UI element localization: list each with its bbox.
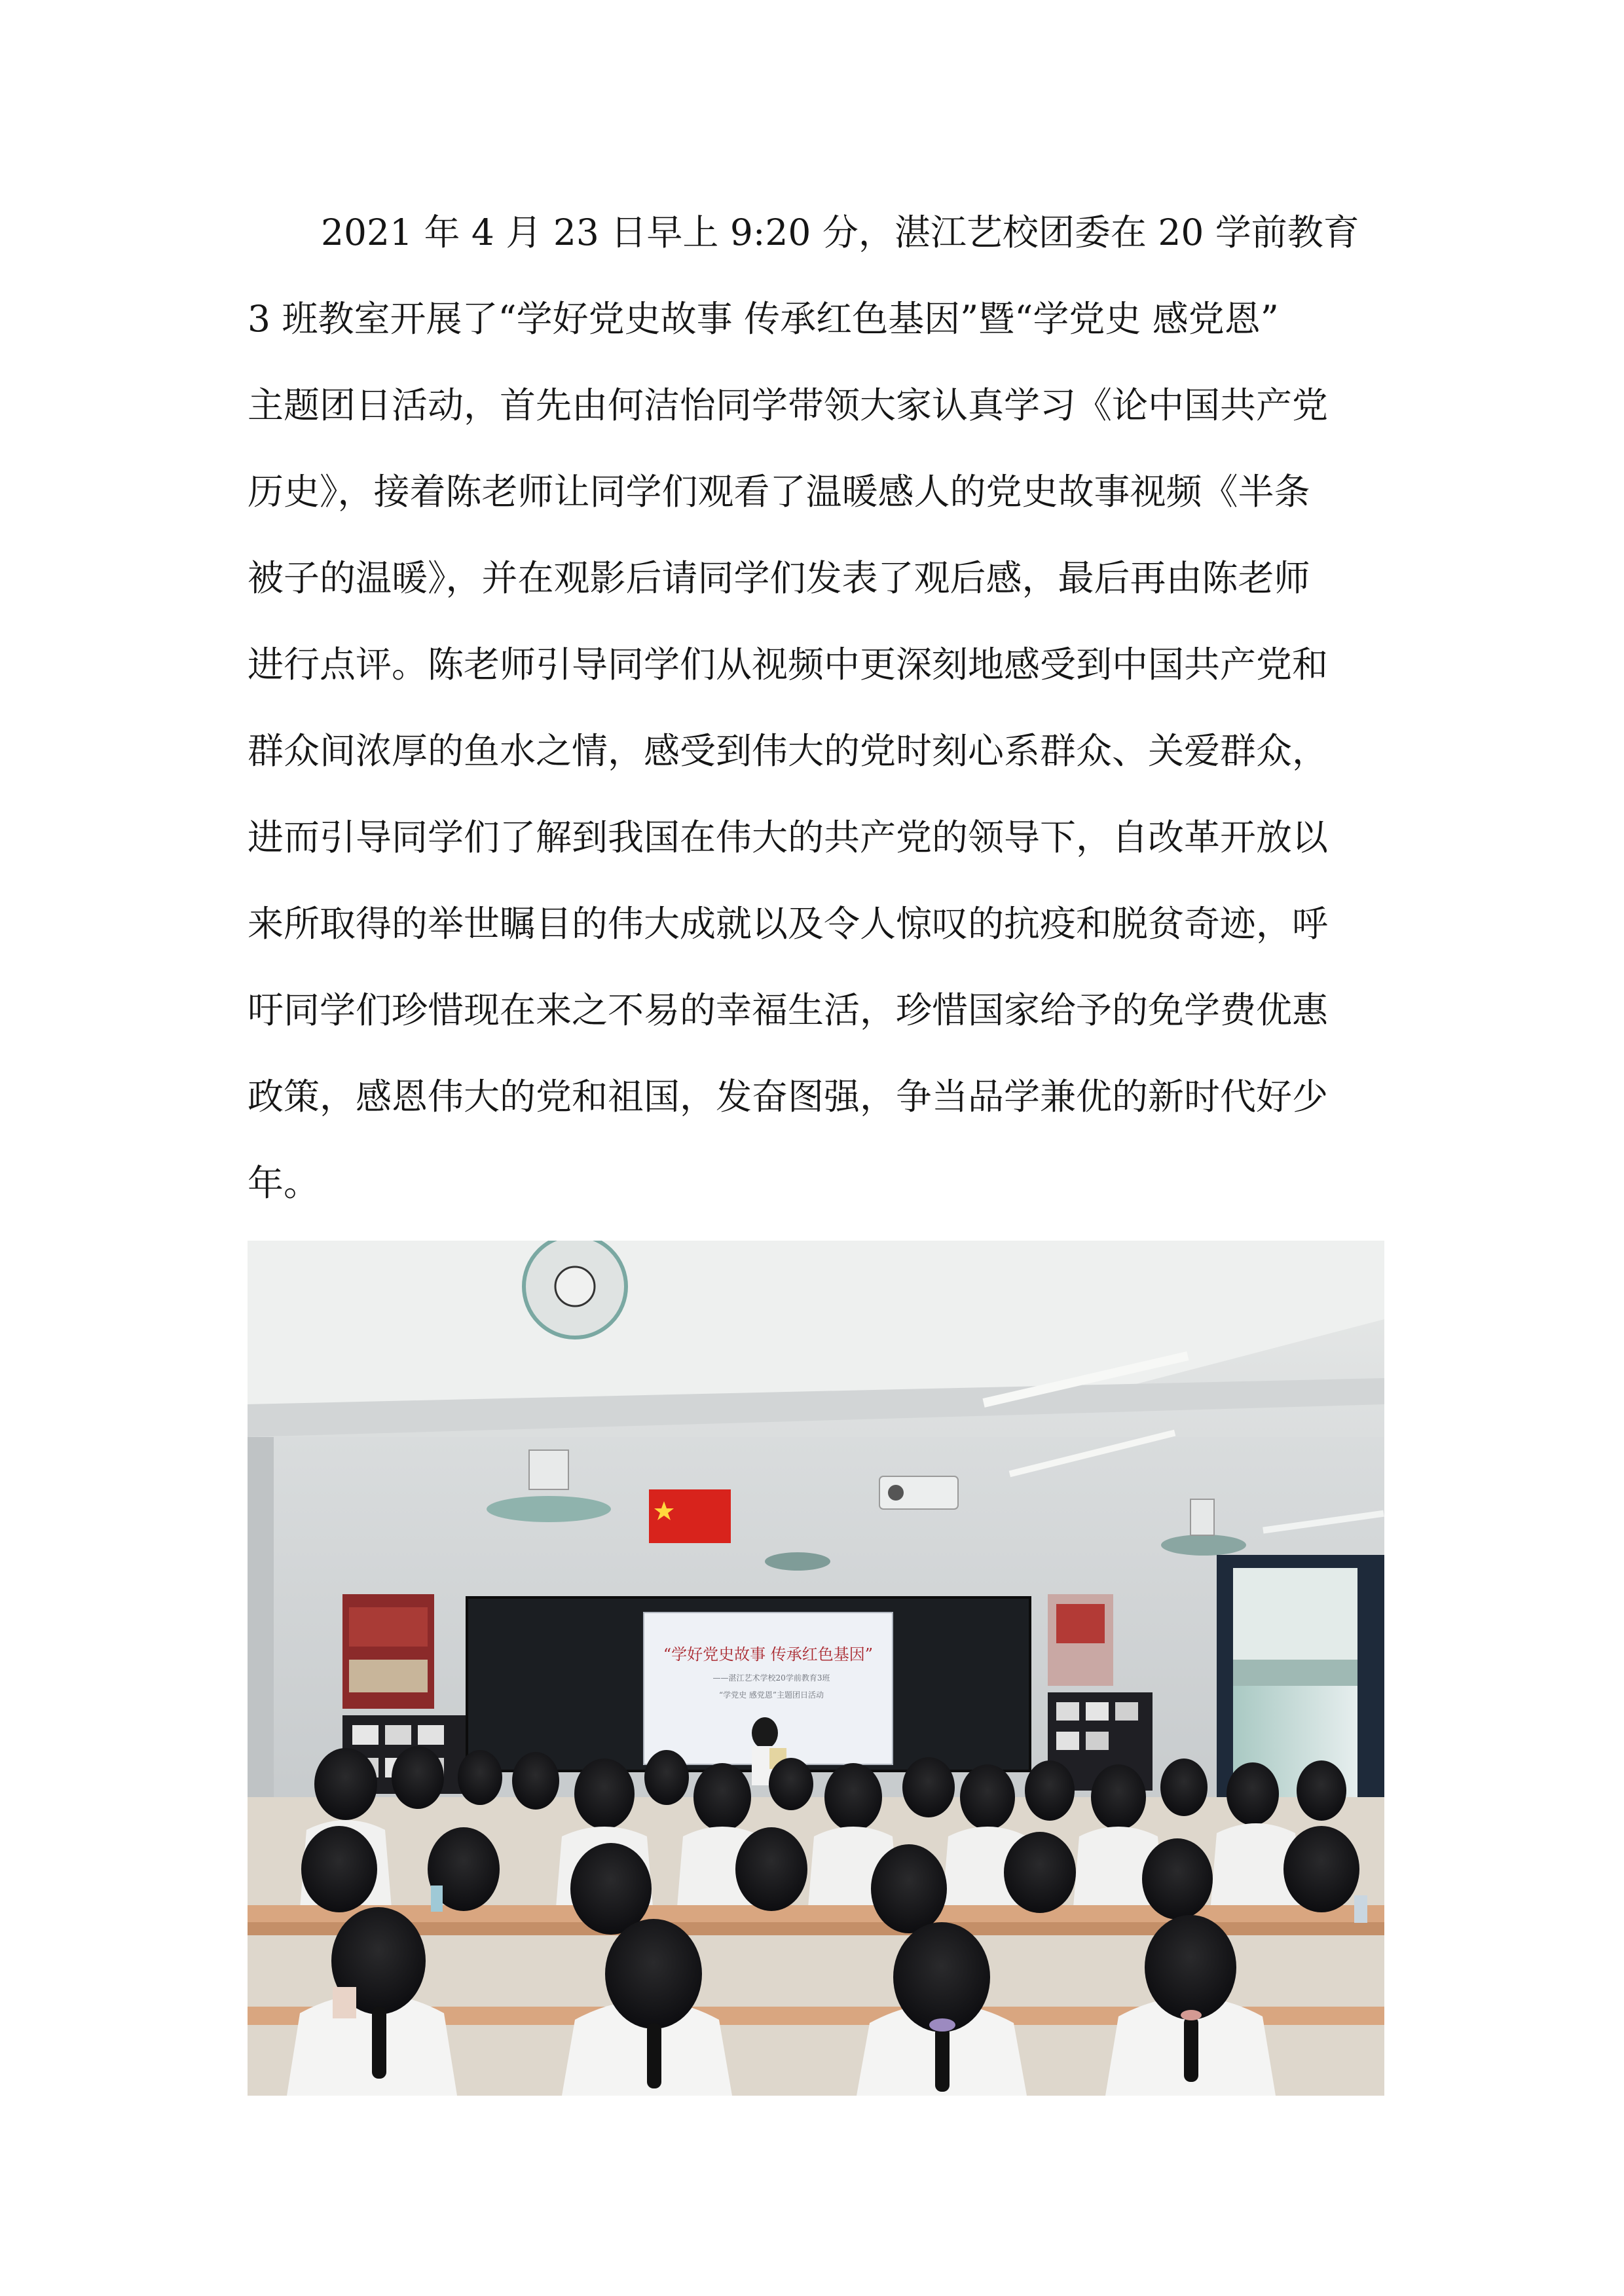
article-line: 历史》，接着陈老师让同学们观看了温暖感人的党史故事视频《半条 bbox=[248, 471, 1310, 513]
article-line: 吁同学们珍惜现在来之不易的幸福生活，珍惜国家给予的免学费优惠 bbox=[248, 989, 1329, 1031]
classroom-illustration bbox=[248, 1241, 1384, 2096]
article-line: 2021 年 4 月 23 日早上 9:20 分，湛江艺校团委在 20 学前教育 bbox=[321, 211, 1359, 253]
article-line: 群众间浓厚的鱼水之情，感受到伟大的党时刻心系群众、关爱群众， bbox=[248, 730, 1329, 772]
slide-title: “学好党史故事 传承红色基因” bbox=[663, 1645, 874, 1664]
article-line: 主题团日活动，首先由何洁怡同学带领大家认真学习《论中国共产党 bbox=[248, 384, 1329, 426]
slide-line3: “学党史 感党恩”主题团日活动 bbox=[718, 1690, 824, 1700]
article-line: 年。 bbox=[248, 1162, 320, 1204]
article-line: 3 班教室开展了“学好党史故事 传承红色基因”暨“学党史 感党恩” bbox=[248, 298, 1279, 340]
article-line: 来所取得的举世瞩目的伟大成就以及令人惊叹的抗疫和脱贫奇迹，呼 bbox=[248, 903, 1329, 945]
article-line: 被子的温暖》，并在观影后请同学们发表了观后感，最后再由陈老师 bbox=[248, 557, 1310, 599]
article-line: 进行点评。陈老师引导同学们从视频中更深刻地感受到中国共产党和 bbox=[248, 644, 1329, 685]
article-line: 政策，感恩伟大的党和祖国，发奋图强，争当品学兼优的新时代好少 bbox=[248, 1076, 1329, 1118]
article-line: 进而引导同学们了解到我国在伟大的共产党的领导下，自改革开放以 bbox=[248, 816, 1329, 858]
slide-subtitle: ——湛江艺术学校20学前教育3班 bbox=[712, 1673, 830, 1683]
classroom-photo bbox=[248, 1241, 1384, 2096]
